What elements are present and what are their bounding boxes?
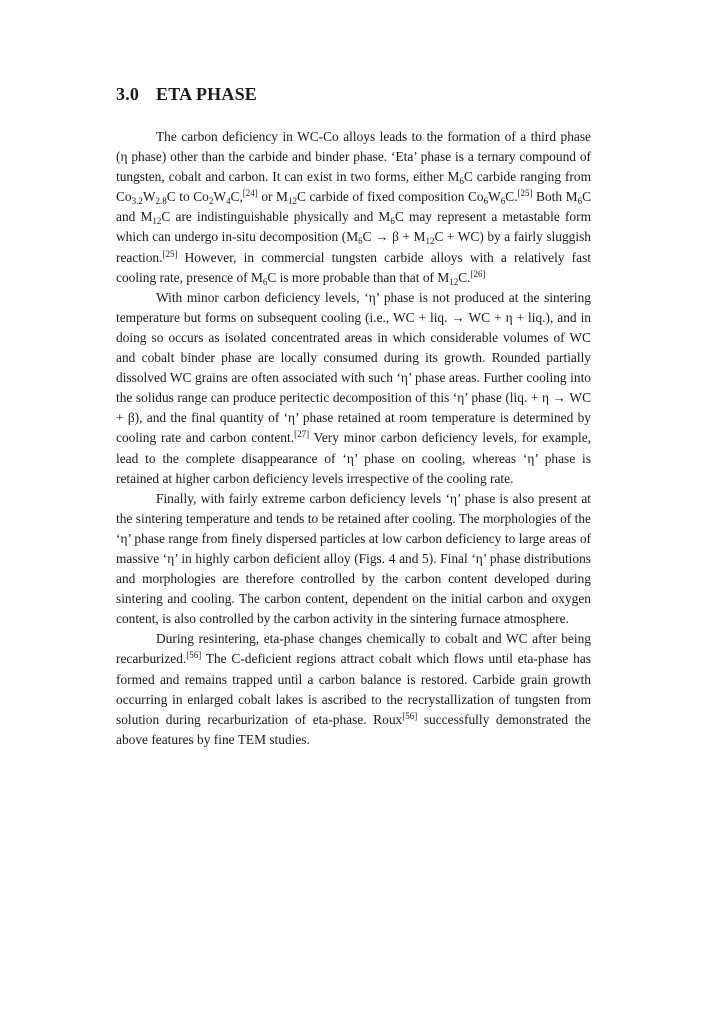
paragraph-1: The carbon deficiency in WC-Co alloys leads to the formation of a third phase (η phase) other than the carbide and binder phase. ‘Eta’ phase is a ternary compound of tungsten, cobalt and carbon. It can exist in two forms, either $M_6C$ carbide ranging from $Co_{3.2}W_{2.8}C$ to $Co_2W_4C,[24]$ or $M_{12}C$ carbide of fixed composition $Co_6W_6C.[25]$ Both $M_6C$ and $M_{12}C$ are indistinguishable physically and $M_6C$ may represent a metastable form which can undergo in-situ decomposition $(M_6C \to \beta + M_{12}C + WC)$ by a fairly sluggish reaction.[25] However, in commercial tungsten carbide alloys with a relatively fast cooling rate, presence of $M_6C$ is more probable than that of $M_{12}C.[26]$ <box>116 129 591 287</box>
paragraph-3: Finally, with fairly extreme carbon deficiency levels ‘η’ phase is also present at the sintering temperature and tends to be retained after cooling. The morphologies of the ‘η’ phase range from finely dispersed particles at low carbon deficiency to large areas of massive ‘η’ in highly carbon deficient alloy (Figs. 4 and 5). Final ‘η’ phase distributions and morphologies are therefore controlled by the carbon content developed during sintering and cooling. The carbon content, dependent on the initial carbon and oxygen content, is also controlled by the carbon activity in the sintering furnace atmosphere. <box>116 490 591 627</box>
paragraph-2: With minor carbon deficiency levels, ‘η’ phase is not produced at the sintering temperature but forms on subsequent cooling (i.e., WC + liq. → WC + η + liq.), and in doing so occurs as isolated concentrated areas in which considerable volumes of WC and cobalt binder phase are locally consumed during its growth. Rounded partially dissolved WC grains are often associated with such ‘η’ phase areas. Further cooling into the solidus range can produce peritectic decomposition of this ‘η’ phase (liq. + η → WC + β), and the final quantity of ‘η’ phase retained at room temperature is determined by cooling rate and carbon content.[27] Very minor carbon deficiency levels, for example, lead to the complete disappearance of ‘η’ phase on cooling, whereas ‘η’ phase is retained at higher carbon deficiency levels irrespective of the cooling rate. <box>116 289 591 486</box>
document-page <box>116 84 591 750</box>
section-title: ETA PHASE <box>156 84 257 104</box>
section-heading <box>116 84 591 105</box>
section-number: 3.0 <box>116 84 140 104</box>
paragraph-4: During resintering, eta-phase changes chemically to cobalt and WC after being recarburized.[56] The C-deficient regions attract cobalt which flows until eta-phase has formed and remains trapped until a carbon balance is restored. Carbide grain growth occurring in enlarged cobalt lakes is ascribed to the recrystallization of tungsten from solution during recarburization of eta-phase. Roux[56] successfully demonstrated the above features by fine TEM studies. <box>116 631 591 747</box>
